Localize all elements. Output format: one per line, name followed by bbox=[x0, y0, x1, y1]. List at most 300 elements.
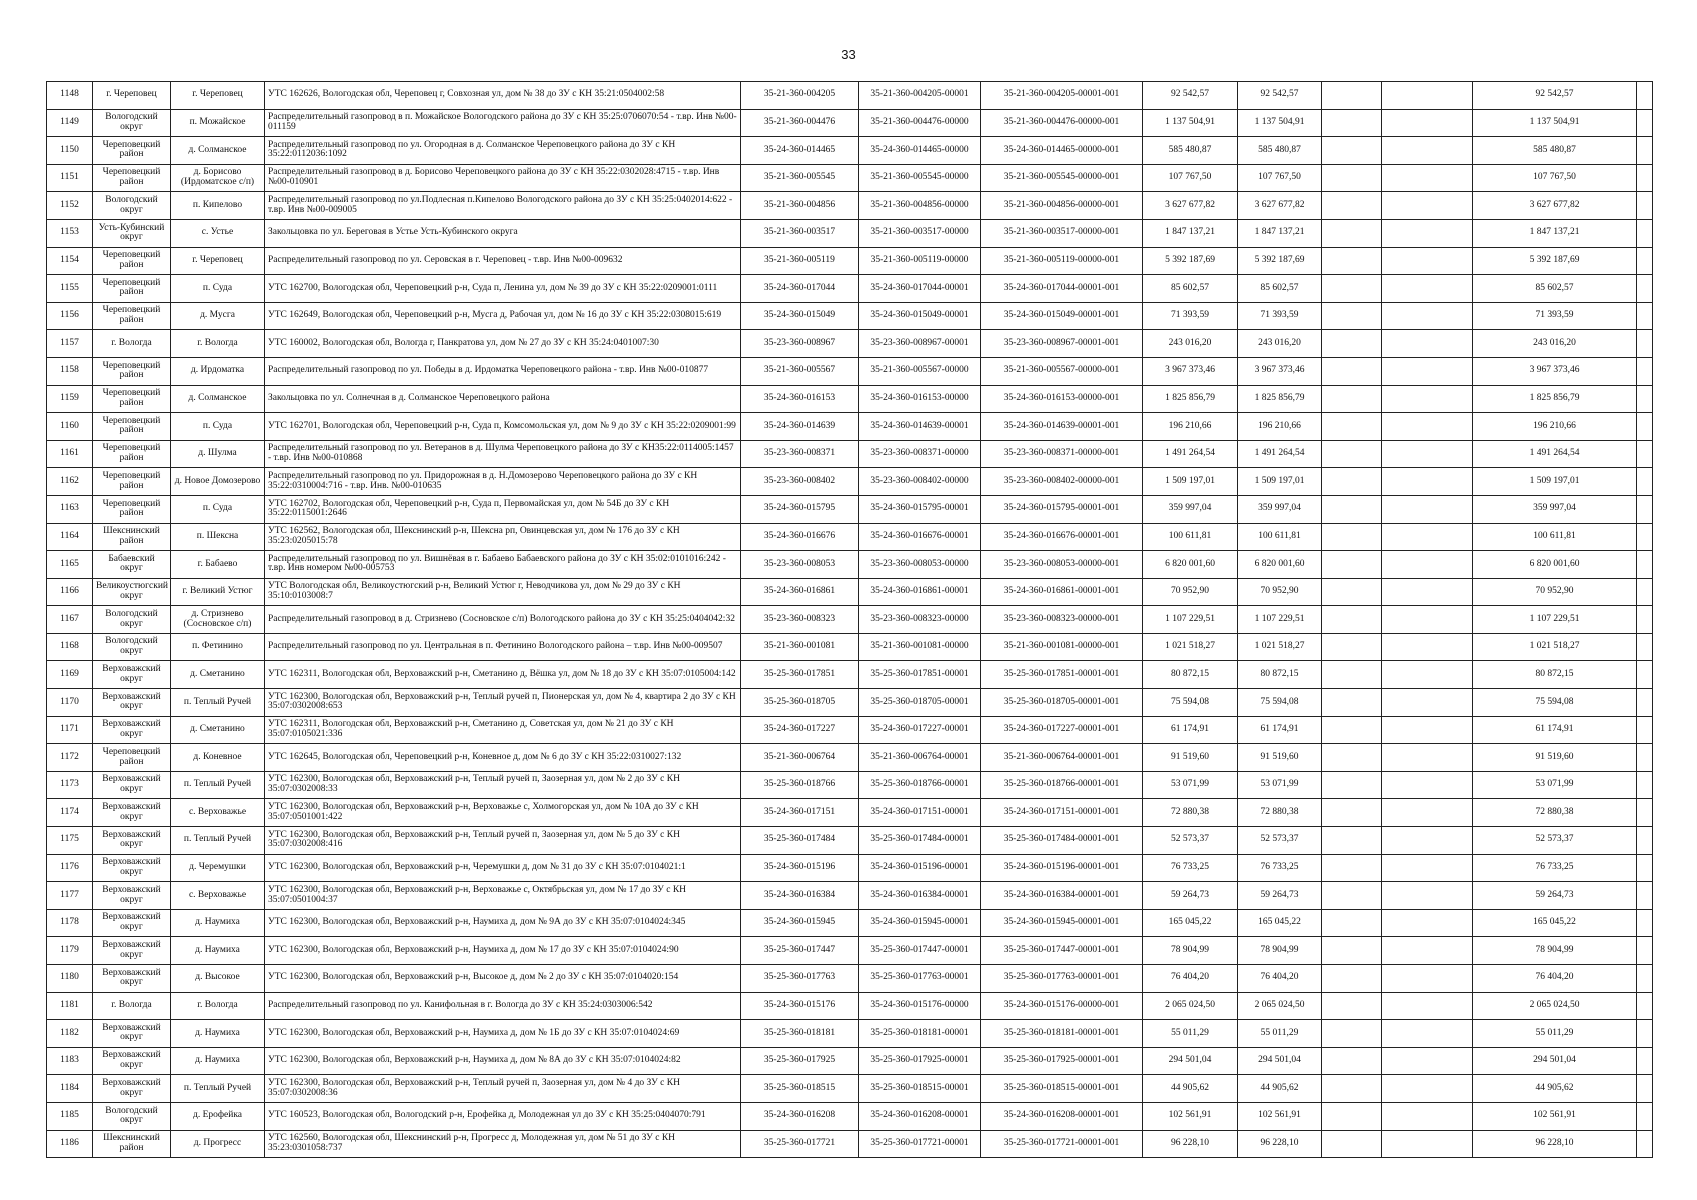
value-cell: 243 016,20 bbox=[1473, 330, 1637, 358]
municipality-cell: Вологодский округ bbox=[93, 192, 171, 220]
empty-cell bbox=[1637, 882, 1653, 910]
value-cell: 359 997,04 bbox=[1143, 495, 1238, 523]
object-code-cell: 35-21-360-005567 bbox=[741, 357, 859, 385]
row-number-cell: 1153 bbox=[47, 219, 93, 247]
table-row bbox=[47, 937, 1653, 965]
value-cell: 1 021 518,27 bbox=[1473, 633, 1637, 661]
municipality-cell: Верховажский округ bbox=[93, 771, 171, 799]
locality-cell: д. Солманское bbox=[171, 385, 265, 413]
object-full-code-cell: 35-24-360-014465-00000-001 bbox=[981, 137, 1143, 165]
table-row bbox=[47, 965, 1653, 993]
object-full-code-cell: 35-25-360-017763-00001-001 bbox=[981, 965, 1143, 993]
value-cell: 6 820 001,60 bbox=[1238, 551, 1322, 579]
object-full-code-cell: 35-24-360-015795-00001-001 bbox=[981, 495, 1143, 523]
value-cell: 102 561,91 bbox=[1473, 1102, 1637, 1130]
value-cell: 61 174,91 bbox=[1473, 716, 1637, 744]
object-code-cell: 35-21-360-003517 bbox=[741, 219, 859, 247]
locality-cell: д. Коневное bbox=[171, 744, 265, 772]
object-code-cell: 35-23-360-008402 bbox=[741, 468, 859, 496]
value-cell: 1 107 229,51 bbox=[1238, 606, 1322, 634]
object-description-cell: Распределительный газопровод в д. Стризнево (Сосновское с/п) Вологодского района до ЗУ с КН 35:25:0404042:32 bbox=[265, 606, 741, 634]
municipality-cell: Верховажский округ bbox=[93, 1075, 171, 1103]
object-code-cell: 35-25-360-017925 bbox=[741, 1047, 859, 1075]
municipality-cell: Вологодский округ bbox=[93, 633, 171, 661]
table-row bbox=[47, 854, 1653, 882]
value-cell: 107 767,50 bbox=[1473, 164, 1637, 192]
object-full-code-cell: 35-21-360-001081-00000-001 bbox=[981, 633, 1143, 661]
empty-cell bbox=[1637, 468, 1653, 496]
locality-cell: г. Великий Устюг bbox=[171, 578, 265, 606]
table-row bbox=[47, 219, 1653, 247]
empty-cell bbox=[1322, 1130, 1382, 1158]
object-subcode-cell: 35-24-360-014465-00000 bbox=[859, 137, 981, 165]
value-cell: 59 264,73 bbox=[1473, 882, 1637, 910]
object-full-code-cell: 35-25-360-018181-00001-001 bbox=[981, 1020, 1143, 1048]
object-description-cell: УТС 162300, Вологодская обл, Верховажский р-н, Наумиха д, дом № 17 до ЗУ с КН 35:07:0104024:90 bbox=[265, 937, 741, 965]
object-code-cell: 35-23-360-008053 bbox=[741, 551, 859, 579]
empty-cell bbox=[1382, 1075, 1473, 1103]
object-code-cell: 35-24-360-016153 bbox=[741, 385, 859, 413]
object-full-code-cell: 35-21-360-005567-00000-001 bbox=[981, 357, 1143, 385]
empty-cell bbox=[1322, 302, 1382, 330]
object-description-cell: Закольцовка по ул. Солнечная в д. Солманское Череповецкого района bbox=[265, 385, 741, 413]
value-cell: 196 210,66 bbox=[1143, 413, 1238, 441]
value-cell: 1 509 197,01 bbox=[1473, 468, 1637, 496]
object-description-cell: Распределительный газопровод по ул. Огородная в д. Солманское Череповецкого района до ЗУ с КН 35:22:0112036:1092 bbox=[265, 137, 741, 165]
locality-cell: п. Суда bbox=[171, 275, 265, 303]
row-number-cell: 1169 bbox=[47, 661, 93, 689]
empty-cell bbox=[1637, 606, 1653, 634]
object-code-cell: 35-24-360-014639 bbox=[741, 413, 859, 441]
object-code-cell: 35-25-360-018515 bbox=[741, 1075, 859, 1103]
empty-cell bbox=[1637, 302, 1653, 330]
value-cell: 76 404,20 bbox=[1143, 965, 1238, 993]
value-cell: 5 392 187,69 bbox=[1473, 247, 1637, 275]
empty-cell bbox=[1322, 495, 1382, 523]
object-code-cell: 35-24-360-017044 bbox=[741, 275, 859, 303]
empty-cell bbox=[1382, 1130, 1473, 1158]
empty-cell bbox=[1382, 385, 1473, 413]
locality-cell: д. Ирдоматка bbox=[171, 357, 265, 385]
object-code-cell: 35-24-360-016384 bbox=[741, 882, 859, 910]
object-description-cell: Распределительный газопровод по ул. Канифольная в г. Вологда до ЗУ с КН 35:24:0303006:542 bbox=[265, 992, 741, 1020]
empty-cell bbox=[1382, 440, 1473, 468]
value-cell: 55 011,29 bbox=[1143, 1020, 1238, 1048]
object-code-cell: 35-24-360-015196 bbox=[741, 854, 859, 882]
value-cell: 91 519,60 bbox=[1238, 744, 1322, 772]
value-cell: 75 594,08 bbox=[1473, 689, 1637, 717]
value-cell: 76 404,20 bbox=[1473, 965, 1637, 993]
object-description-cell: УТС 162311, Вологодская обл, Верховажский р-н, Сметанино д, Вёшка ул, дом № 18 до ЗУ с КН 35:07:0105004:142 bbox=[265, 661, 741, 689]
municipality-cell: Череповецкий район bbox=[93, 357, 171, 385]
empty-cell bbox=[1322, 385, 1382, 413]
locality-cell: п. Теплый Ручей bbox=[171, 827, 265, 855]
municipality-cell: Вологодский округ bbox=[93, 109, 171, 137]
value-cell: 53 071,99 bbox=[1473, 771, 1637, 799]
row-number-cell: 1175 bbox=[47, 827, 93, 855]
locality-cell: г. Череповец bbox=[171, 82, 265, 110]
object-subcode-cell: 35-24-360-015176-00000 bbox=[859, 992, 981, 1020]
municipality-cell: Череповецкий район bbox=[93, 302, 171, 330]
table-row bbox=[47, 523, 1653, 551]
value-cell: 1 021 518,27 bbox=[1238, 633, 1322, 661]
row-number-cell: 1165 bbox=[47, 551, 93, 579]
row-number-cell: 1178 bbox=[47, 909, 93, 937]
object-code-cell: 35-24-360-015049 bbox=[741, 302, 859, 330]
empty-cell bbox=[1382, 965, 1473, 993]
object-description-cell: Распределительный газопровод по ул. Ветеранов в д. Шулма Череповецкого района до ЗУ с КН35:22:0114005:1457 - т.вр. Инв №00-010868 bbox=[265, 440, 741, 468]
page-number: 33 bbox=[841, 47, 856, 62]
table-row bbox=[47, 1020, 1653, 1048]
value-cell: 102 561,91 bbox=[1238, 1102, 1322, 1130]
empty-cell bbox=[1382, 413, 1473, 441]
empty-cell bbox=[1322, 468, 1382, 496]
value-cell: 59 264,73 bbox=[1238, 882, 1322, 910]
value-cell: 76 733,25 bbox=[1143, 854, 1238, 882]
locality-cell: с. Верховажье bbox=[171, 882, 265, 910]
object-code-cell: 35-21-360-006764 bbox=[741, 744, 859, 772]
value-cell: 61 174,91 bbox=[1238, 716, 1322, 744]
table-row bbox=[47, 771, 1653, 799]
value-cell: 96 228,10 bbox=[1238, 1130, 1322, 1158]
object-subcode-cell: 35-24-360-016153-00000 bbox=[859, 385, 981, 413]
value-cell: 2 065 024,50 bbox=[1238, 992, 1322, 1020]
object-description-cell: Распределительный газопровод в п. Можайское Вологодского района до ЗУ с КН 35:25:0706070:54 - т.вр. Инв №00-011159 bbox=[265, 109, 741, 137]
object-full-code-cell: 35-21-360-005545-00000-001 bbox=[981, 164, 1143, 192]
object-subcode-cell: 35-24-360-015049-00001 bbox=[859, 302, 981, 330]
empty-cell bbox=[1637, 909, 1653, 937]
value-cell: 5 392 187,69 bbox=[1143, 247, 1238, 275]
table-row bbox=[47, 1075, 1653, 1103]
value-cell: 165 045,22 bbox=[1473, 909, 1637, 937]
object-full-code-cell: 35-25-360-017851-00001-001 bbox=[981, 661, 1143, 689]
empty-cell bbox=[1382, 1020, 1473, 1048]
value-cell: 107 767,50 bbox=[1143, 164, 1238, 192]
municipality-cell: Верховажский округ bbox=[93, 689, 171, 717]
empty-cell bbox=[1382, 827, 1473, 855]
empty-cell bbox=[1637, 523, 1653, 551]
empty-cell bbox=[1322, 1047, 1382, 1075]
value-cell: 91 519,60 bbox=[1143, 744, 1238, 772]
object-code-cell: 35-23-360-008371 bbox=[741, 440, 859, 468]
object-full-code-cell: 35-25-360-017447-00001-001 bbox=[981, 937, 1143, 965]
empty-cell bbox=[1382, 744, 1473, 772]
empty-cell bbox=[1637, 578, 1653, 606]
empty-cell bbox=[1322, 965, 1382, 993]
value-cell: 165 045,22 bbox=[1238, 909, 1322, 937]
object-description-cell: УТС 162300, Вологодская обл, Верховажский р-н, Черемушки д, дом № 31 до ЗУ с КН 35:07:0104021:1 bbox=[265, 854, 741, 882]
object-description-cell: Распределительный газопровод по ул. Центральная в п. Фетинино Вологодского района – т.вр. Инв №00-009507 bbox=[265, 633, 741, 661]
object-description-cell: Распределительный газопровод по ул. Вишнёвая в г. Бабаево Бабаевского района до ЗУ с КН 35:02:0101016:242 - т.вр. Инв номером №00-005753 bbox=[265, 551, 741, 579]
locality-cell: п. Суда bbox=[171, 413, 265, 441]
registry-body bbox=[47, 82, 1653, 1158]
municipality-cell: Верховажский округ bbox=[93, 1047, 171, 1075]
value-cell: 1 825 856,79 bbox=[1143, 385, 1238, 413]
empty-cell bbox=[1382, 357, 1473, 385]
row-number-cell: 1171 bbox=[47, 716, 93, 744]
row-number-cell: 1173 bbox=[47, 771, 93, 799]
locality-cell: п. Кипелово bbox=[171, 192, 265, 220]
value-cell: 85 602,57 bbox=[1143, 275, 1238, 303]
empty-cell bbox=[1382, 468, 1473, 496]
table-row bbox=[47, 164, 1653, 192]
object-description-cell: УТС 162645, Вологодская обл, Череповецкий р-н, Коневное д, дом № 6 до ЗУ с КН 35:22:0310027:132 bbox=[265, 744, 741, 772]
municipality-cell: Верховажский округ bbox=[93, 909, 171, 937]
empty-cell bbox=[1322, 1020, 1382, 1048]
empty-cell bbox=[1322, 330, 1382, 358]
empty-cell bbox=[1382, 1102, 1473, 1130]
object-full-code-cell: 35-23-360-008402-00000-001 bbox=[981, 468, 1143, 496]
empty-cell bbox=[1322, 661, 1382, 689]
empty-cell bbox=[1322, 137, 1382, 165]
value-cell: 165 045,22 bbox=[1143, 909, 1238, 937]
object-code-cell: 35-25-360-018766 bbox=[741, 771, 859, 799]
empty-cell bbox=[1382, 882, 1473, 910]
value-cell: 70 952,90 bbox=[1473, 578, 1637, 606]
empty-cell bbox=[1382, 247, 1473, 275]
value-cell: 78 904,99 bbox=[1473, 937, 1637, 965]
object-description-cell: УТС 162300, Вологодская обл, Верховажский р-н, Теплый ручей п, Заозерная ул, дом № 2 до ЗУ с КН 35:07:0302008:33 bbox=[265, 771, 741, 799]
value-cell: 3 967 373,46 bbox=[1473, 357, 1637, 385]
row-number-cell: 1161 bbox=[47, 440, 93, 468]
object-code-cell: 35-21-360-005119 bbox=[741, 247, 859, 275]
object-code-cell: 35-23-360-008967 bbox=[741, 330, 859, 358]
object-subcode-cell: 35-23-360-008053-00000 bbox=[859, 551, 981, 579]
object-code-cell: 35-24-360-015176 bbox=[741, 992, 859, 1020]
empty-cell bbox=[1322, 992, 1382, 1020]
locality-cell: д. Ерофейка bbox=[171, 1102, 265, 1130]
value-cell: 59 264,73 bbox=[1143, 882, 1238, 910]
row-number-cell: 1177 bbox=[47, 882, 93, 910]
value-cell: 52 573,37 bbox=[1143, 827, 1238, 855]
row-number-cell: 1160 bbox=[47, 413, 93, 441]
table-row bbox=[47, 385, 1653, 413]
value-cell: 96 228,10 bbox=[1473, 1130, 1637, 1158]
municipality-cell: Череповецкий район bbox=[93, 413, 171, 441]
table-row bbox=[47, 992, 1653, 1020]
municipality-cell: Верховажский округ bbox=[93, 716, 171, 744]
object-subcode-cell: 35-25-360-017484-00001 bbox=[859, 827, 981, 855]
table-row bbox=[47, 82, 1653, 110]
object-description-cell: Распределительный газопровод по ул. Победы в д. Ирдоматка Череповецкого района - т.вр. Инв №00-010877 bbox=[265, 357, 741, 385]
table-row bbox=[47, 689, 1653, 717]
object-subcode-cell: 35-23-360-008967-00001 bbox=[859, 330, 981, 358]
municipality-cell: г. Череповец bbox=[93, 82, 171, 110]
object-subcode-cell: 35-24-360-015196-00001 bbox=[859, 854, 981, 882]
object-full-code-cell: 35-25-360-018766-00001-001 bbox=[981, 771, 1143, 799]
empty-cell bbox=[1322, 827, 1382, 855]
table-row bbox=[47, 247, 1653, 275]
value-cell: 80 872,15 bbox=[1473, 661, 1637, 689]
value-cell: 3 627 677,82 bbox=[1473, 192, 1637, 220]
municipality-cell: Череповецкий район bbox=[93, 164, 171, 192]
object-subcode-cell: 35-25-360-017763-00001 bbox=[859, 965, 981, 993]
value-cell: 3 967 373,46 bbox=[1238, 357, 1322, 385]
value-cell: 107 767,50 bbox=[1238, 164, 1322, 192]
value-cell: 1 137 504,91 bbox=[1143, 109, 1238, 137]
empty-cell bbox=[1322, 771, 1382, 799]
locality-cell: д. Стризнево (Сосновское с/п) bbox=[171, 606, 265, 634]
locality-cell: п. Фетинино bbox=[171, 633, 265, 661]
value-cell: 92 542,57 bbox=[1238, 82, 1322, 110]
object-subcode-cell: 35-23-360-008323-00000 bbox=[859, 606, 981, 634]
locality-cell: д. Борисово (Ирдоматское с/п) bbox=[171, 164, 265, 192]
table-row bbox=[47, 661, 1653, 689]
empty-cell bbox=[1322, 882, 1382, 910]
object-full-code-cell: 35-24-360-016384-00001-001 bbox=[981, 882, 1143, 910]
empty-cell bbox=[1322, 247, 1382, 275]
row-number-cell: 1149 bbox=[47, 109, 93, 137]
object-subcode-cell: 35-21-360-005119-00000 bbox=[859, 247, 981, 275]
object-full-code-cell: 35-21-360-006764-00001-001 bbox=[981, 744, 1143, 772]
value-cell: 85 602,57 bbox=[1473, 275, 1637, 303]
empty-cell bbox=[1322, 109, 1382, 137]
value-cell: 243 016,20 bbox=[1238, 330, 1322, 358]
empty-cell bbox=[1637, 937, 1653, 965]
object-description-cell: УТС 160002, Вологодская обл, Вологда г, Панкратова ул, дом № 27 до ЗУ с КН 35:24:0401007:30 bbox=[265, 330, 741, 358]
value-cell: 359 997,04 bbox=[1473, 495, 1637, 523]
municipality-cell: Верховажский округ bbox=[93, 827, 171, 855]
municipality-cell: Верховажский округ bbox=[93, 799, 171, 827]
object-full-code-cell: 35-24-360-017151-00001-001 bbox=[981, 799, 1143, 827]
empty-cell bbox=[1637, 275, 1653, 303]
row-number-cell: 1180 bbox=[47, 965, 93, 993]
empty-cell bbox=[1322, 413, 1382, 441]
locality-cell: д. Высокое bbox=[171, 965, 265, 993]
empty-cell bbox=[1637, 1130, 1653, 1158]
value-cell: 70 952,90 bbox=[1143, 578, 1238, 606]
object-description-cell: Распределительный газопровод по ул. Серовская в г. Череповец - т.вр. Инв №00-009632 bbox=[265, 247, 741, 275]
municipality-cell: Череповецкий район bbox=[93, 495, 171, 523]
empty-cell bbox=[1382, 578, 1473, 606]
object-full-code-cell: 35-21-360-004856-00000-001 bbox=[981, 192, 1143, 220]
value-cell: 52 573,37 bbox=[1238, 827, 1322, 855]
object-description-cell: УТС 162300, Вологодская обл, Верховажский р-н, Теплый ручей п, Заозерная ул, дом № 4 до ЗУ с КН 35:07:0302008:36 bbox=[265, 1075, 741, 1103]
empty-cell bbox=[1382, 633, 1473, 661]
empty-cell bbox=[1637, 357, 1653, 385]
empty-cell bbox=[1382, 275, 1473, 303]
row-number-cell: 1157 bbox=[47, 330, 93, 358]
empty-cell bbox=[1637, 1047, 1653, 1075]
value-cell: 585 480,87 bbox=[1143, 137, 1238, 165]
value-cell: 6 820 001,60 bbox=[1143, 551, 1238, 579]
object-description-cell: УТС 162702, Вологодская обл, Череповецкий р-н, Суда п, Первомайская ул, дом № 54Б до ЗУ с КН 35:22:0115001:2646 bbox=[265, 495, 741, 523]
row-number-cell: 1152 bbox=[47, 192, 93, 220]
municipality-cell: Вологодский округ bbox=[93, 606, 171, 634]
table-row bbox=[47, 744, 1653, 772]
object-code-cell: 35-24-360-017227 bbox=[741, 716, 859, 744]
row-number-cell: 1167 bbox=[47, 606, 93, 634]
table-row bbox=[47, 909, 1653, 937]
empty-cell bbox=[1637, 330, 1653, 358]
row-number-cell: 1154 bbox=[47, 247, 93, 275]
empty-cell bbox=[1382, 606, 1473, 634]
value-cell: 1 825 856,79 bbox=[1473, 385, 1637, 413]
municipality-cell: Верховажский округ bbox=[93, 965, 171, 993]
object-description-cell: УТС 162311, Вологодская обл, Верховажский р-н, Сметанино д, Советская ул, дом № 21 до ЗУ с КН 35:07:0105021:336 bbox=[265, 716, 741, 744]
locality-cell: д. Наумиха bbox=[171, 1020, 265, 1048]
object-code-cell: 35-24-360-016208 bbox=[741, 1102, 859, 1130]
object-full-code-cell: 35-21-360-004476-00000-001 bbox=[981, 109, 1143, 137]
row-number-cell: 1158 bbox=[47, 357, 93, 385]
object-subcode-cell: 35-23-360-008371-00000 bbox=[859, 440, 981, 468]
value-cell: 102 561,91 bbox=[1143, 1102, 1238, 1130]
value-cell: 72 880,38 bbox=[1238, 799, 1322, 827]
row-number-cell: 1181 bbox=[47, 992, 93, 1020]
locality-cell: п. Суда bbox=[171, 495, 265, 523]
value-cell: 294 501,04 bbox=[1143, 1047, 1238, 1075]
object-full-code-cell: 35-25-360-017721-00001-001 bbox=[981, 1130, 1143, 1158]
row-number-cell: 1164 bbox=[47, 523, 93, 551]
object-code-cell: 35-24-360-016676 bbox=[741, 523, 859, 551]
locality-cell: п. Можайское bbox=[171, 109, 265, 137]
table-row bbox=[47, 1102, 1653, 1130]
value-cell: 1 491 264,54 bbox=[1473, 440, 1637, 468]
municipality-cell: Череповецкий район bbox=[93, 440, 171, 468]
object-subcode-cell: 35-23-360-008402-00000 bbox=[859, 468, 981, 496]
table-row bbox=[47, 827, 1653, 855]
value-cell: 96 228,10 bbox=[1143, 1130, 1238, 1158]
table-row bbox=[47, 275, 1653, 303]
value-cell: 91 519,60 bbox=[1473, 744, 1637, 772]
empty-cell bbox=[1637, 247, 1653, 275]
table-row bbox=[47, 882, 1653, 910]
object-code-cell: 35-25-360-018181 bbox=[741, 1020, 859, 1048]
object-code-cell: 35-21-360-004856 bbox=[741, 192, 859, 220]
empty-cell bbox=[1382, 109, 1473, 137]
municipality-cell: г. Вологда bbox=[93, 992, 171, 1020]
empty-cell bbox=[1382, 551, 1473, 579]
empty-cell bbox=[1322, 1075, 1382, 1103]
value-cell: 71 393,59 bbox=[1473, 302, 1637, 330]
value-cell: 585 480,87 bbox=[1238, 137, 1322, 165]
value-cell: 71 393,59 bbox=[1238, 302, 1322, 330]
value-cell: 75 594,08 bbox=[1238, 689, 1322, 717]
object-description-cell: УТС 162562, Вологодская обл, Шекснинский р-н, Шексна рп, Овинцевская ул, дом № 176 до ЗУ с КН 35:23:0205015:78 bbox=[265, 523, 741, 551]
value-cell: 76 404,20 bbox=[1238, 965, 1322, 993]
object-description-cell: УТС 162300, Вологодская обл, Верховажский р-н, Наумиха д, дом № 8А до ЗУ с КН 35:07:0104024:82 bbox=[265, 1047, 741, 1075]
municipality-cell: Верховажский округ bbox=[93, 937, 171, 965]
object-description-cell: УТС 162300, Вологодская обл, Верховажский р-н, Наумиха д, дом № 9А до ЗУ с КН 35:07:0104024:345 bbox=[265, 909, 741, 937]
locality-cell: п. Шексна bbox=[171, 523, 265, 551]
empty-cell bbox=[1382, 495, 1473, 523]
value-cell: 85 602,57 bbox=[1238, 275, 1322, 303]
value-cell: 100 611,81 bbox=[1238, 523, 1322, 551]
value-cell: 52 573,37 bbox=[1473, 827, 1637, 855]
object-subcode-cell: 35-25-360-018705-00001 bbox=[859, 689, 981, 717]
table-row bbox=[47, 716, 1653, 744]
object-subcode-cell: 35-24-360-016676-00001 bbox=[859, 523, 981, 551]
empty-cell bbox=[1382, 771, 1473, 799]
empty-cell bbox=[1322, 440, 1382, 468]
object-full-code-cell: 35-24-360-016208-00001-001 bbox=[981, 1102, 1143, 1130]
object-full-code-cell: 35-24-360-016676-00001-001 bbox=[981, 523, 1143, 551]
table-row bbox=[47, 633, 1653, 661]
object-description-cell: УТС 160523, Вологодская обл, Вологодский р-н, Ерофейка д, Молодежная ул до ЗУ с КН 35:25:0404070:791 bbox=[265, 1102, 741, 1130]
object-full-code-cell: 35-24-360-015196-00001-001 bbox=[981, 854, 1143, 882]
row-number-cell: 1163 bbox=[47, 495, 93, 523]
object-full-code-cell: 35-24-360-015945-00001-001 bbox=[981, 909, 1143, 937]
value-cell: 44 905,62 bbox=[1238, 1075, 1322, 1103]
empty-cell bbox=[1322, 357, 1382, 385]
empty-cell bbox=[1637, 551, 1653, 579]
empty-cell bbox=[1637, 82, 1653, 110]
object-code-cell: 35-25-360-017447 bbox=[741, 937, 859, 965]
value-cell: 78 904,99 bbox=[1238, 937, 1322, 965]
object-description-cell: УТС Вологодская обл, Великоустюгский р-н, Великий Устюг г, Неводчикова ул, дом № 29 до ЗУ с КН 35:10:0103008:7 bbox=[265, 578, 741, 606]
value-cell: 44 905,62 bbox=[1473, 1075, 1637, 1103]
object-code-cell: 35-23-360-008323 bbox=[741, 606, 859, 634]
